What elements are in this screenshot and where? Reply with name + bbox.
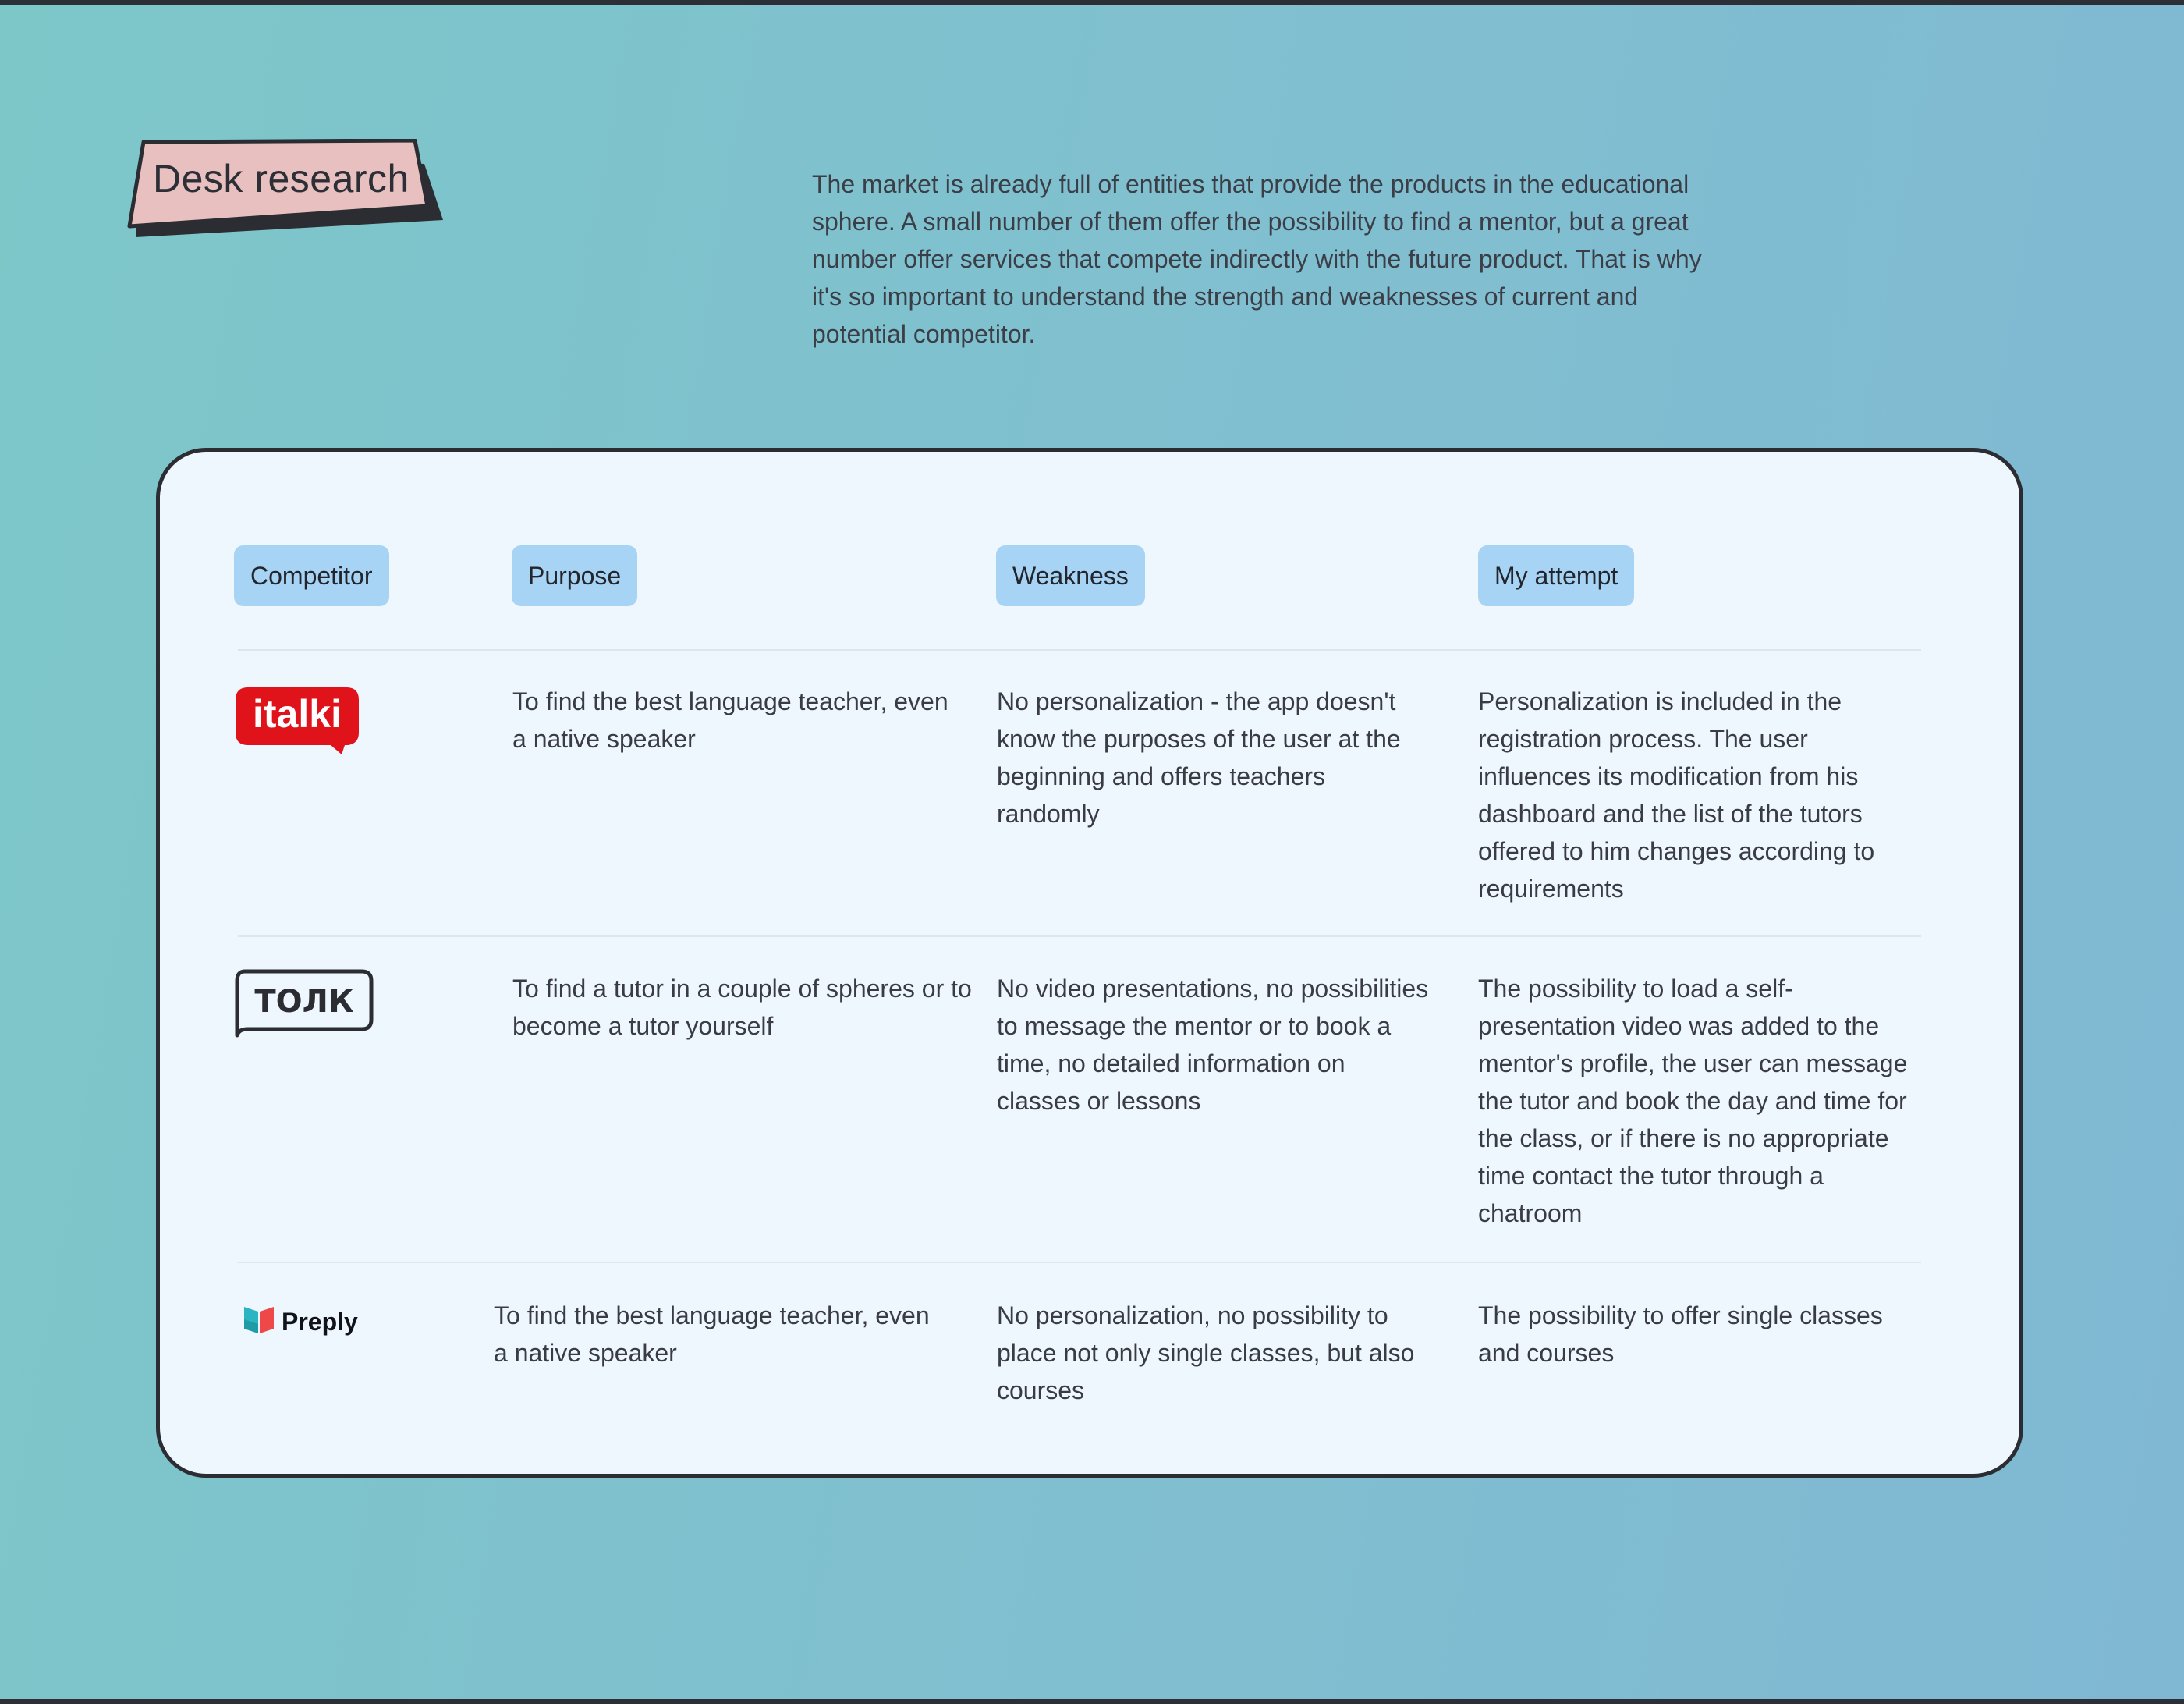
italki-logo: [234, 686, 360, 761]
bottom-border: [0, 1699, 2184, 1704]
row-italki-purpose: To find the best language teacher, even a native speaker: [512, 687, 948, 753]
page-title: Desk research: [153, 157, 410, 201]
preply-logo-text: Preply: [282, 1308, 358, 1336]
row-divider: [238, 935, 1921, 937]
competitor-table-card: [156, 448, 2023, 1478]
row-tolk-attempt: The possibility to load a self-presentation video was added to the mentor's profile, the user can message the tutor and book the day and time for the class, or if there is no appropriate time contact the tutor through a chatroom: [1478, 974, 1908, 1227]
row-tolk-purpose: To find a tutor in a couple of spheres or to become a tutor yourself: [512, 974, 972, 1040]
intro-paragraph: The market is already full of entities that provide the products in the educational sphere. A small number of them offer the possibility to find a mentor, but a great number offer services that compete indirectly with the future product. That is why it's so important to understand the strength and weaknesses of current and potential competitor.: [812, 170, 1702, 348]
row-divider: [238, 1262, 1921, 1263]
title-badge: [125, 139, 445, 240]
preply-mark-right: [260, 1307, 274, 1333]
column-header-purpose: Purpose: [512, 545, 637, 606]
tolk-logo-text: ТОЛК: [254, 984, 354, 1020]
row-italki-attempt: Personalization is included in the registration process. The user influences its modification from his dashboard and the list of the tutors offered to him changes according to requirements: [1478, 687, 1875, 903]
preply-logo: [241, 1302, 374, 1345]
row-italki-weakness: No personalization - the app doesn't know the purposes of the user at the beginning and offers teachers randomly: [997, 687, 1401, 828]
row-preply-weakness: No personalization, no possibility to place not only single classes, but also courses: [997, 1301, 1415, 1404]
tolk-logo: [234, 968, 376, 1047]
row-tolk-weakness: No video presentations, no possibilities to message the mentor or to book a time, no detailed information on classes or lessons: [997, 974, 1429, 1115]
row-preply-attempt: The possibility to offer single classes and courses: [1478, 1301, 1883, 1367]
column-header-competitor: Competitor: [234, 545, 389, 606]
row-divider: [238, 649, 1921, 651]
italki-logo-text: italki: [253, 692, 342, 736]
top-border: [0, 0, 2184, 5]
row-preply-purpose: To find the best language teacher, even a native speaker: [494, 1301, 930, 1367]
column-header-weakness: Weakness: [996, 545, 1145, 606]
column-header-my-attempt: My attempt: [1478, 545, 1634, 606]
